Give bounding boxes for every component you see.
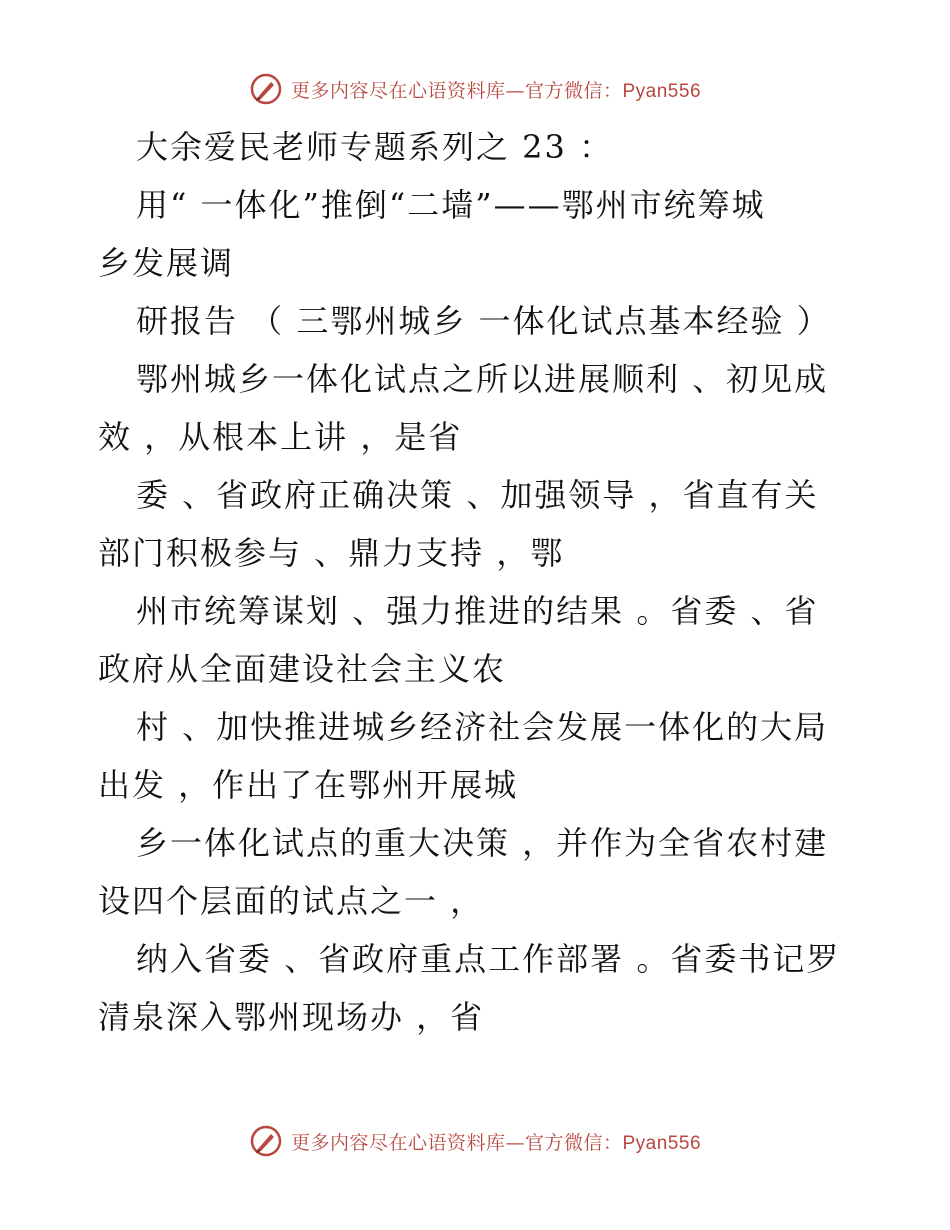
text-line: 州市统筹谋划 、强力推进的结果 。省委 、省 — [136, 592, 819, 630]
footer-watermark-banner — [0, 1124, 950, 1158]
text-line: 大余爱民老师专题系列之 23 ： — [136, 128, 614, 166]
text-line: 村 、加快推进城乡经济社会发展一体化的大局 — [136, 708, 829, 746]
pen-logo-icon — [249, 72, 283, 106]
text-line: 乡一体化试点的重大决策 ，并作为全省农村建 — [136, 824, 829, 862]
text-line: 鄂州城乡一体化试点之所以进展顺利 、初见成 — [136, 360, 829, 398]
watermark-text: 更多内容尽在心语资料库—官方微信：Pyan556 — [290, 79, 702, 102]
pen-logo-icon — [249, 1124, 283, 1158]
text-line: 乡发展调 — [98, 244, 235, 282]
text-line: 研报告 （ 三鄂州城乡 一体化试点基本经验 ） — [136, 302, 831, 340]
text-line: 政府从全面建设社会主义农 — [98, 650, 507, 688]
watermark-text: 更多内容尽在心语资料库—官方微信：Pyan556 — [290, 1131, 702, 1154]
header-watermark-banner — [0, 72, 950, 106]
document-body — [98, 118, 858, 1046]
text-line: 部门积极参与 、鼎力支持 ，鄂 — [98, 534, 565, 572]
text-line: 出发 ，作出了在鄂州开展城 — [98, 766, 519, 804]
text-line: 效 ，从根本上讲 ，是省 — [98, 418, 463, 456]
text-line: 纳入省委 、省政府重点工作部署 。省委书记罗 — [136, 940, 841, 978]
text-line: 清泉深入鄂州现场办 ，省 — [98, 998, 485, 1036]
text-line: 设四个层面的试点之一 ， — [98, 882, 485, 920]
text-line: 委 、省政府正确决策 、加强领导 ，省直有关 — [136, 476, 819, 514]
text-line: 用“ 一体化”推倒“二墙”——鄂州市统筹城 — [136, 186, 766, 224]
